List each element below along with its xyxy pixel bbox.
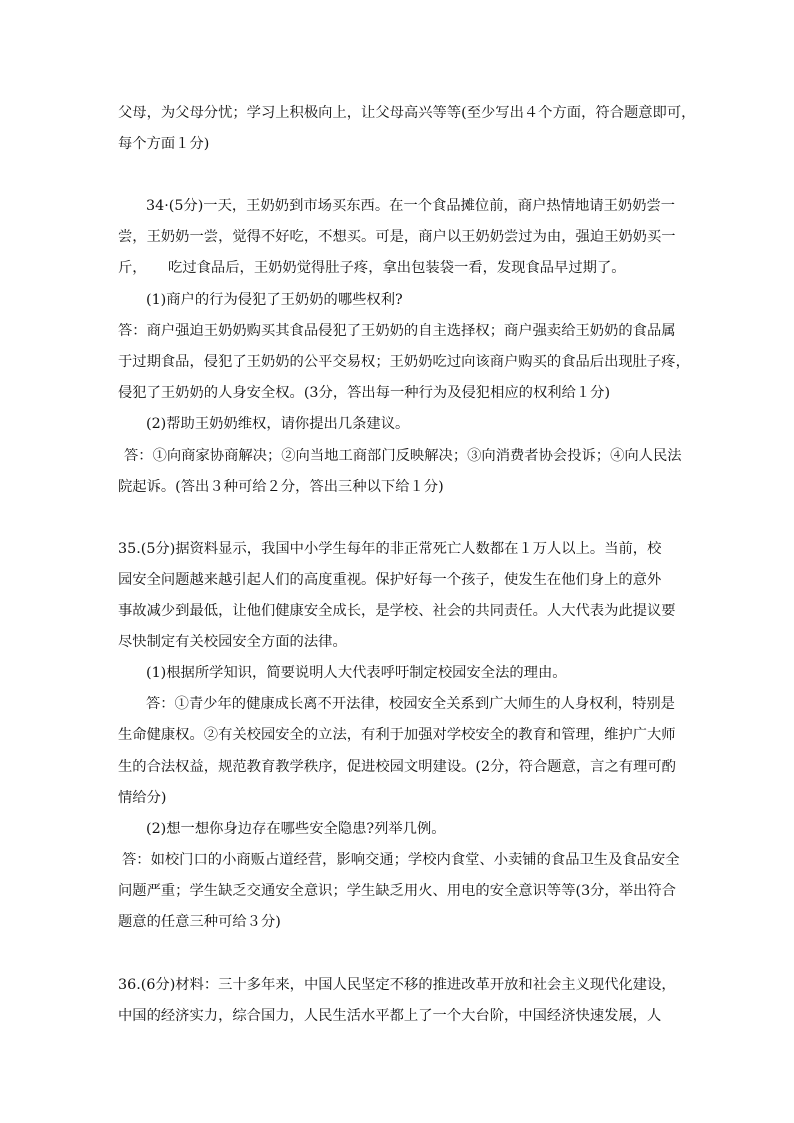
question-34-heading: 34·(5分)一天，王奶奶到市场买东西。在一个食品摊位前，商户热情地请王奶奶尝一 (146, 198, 676, 214)
text-line: 尽快制定有关校园安全方面的法律。 (118, 634, 347, 650)
answer-line: 生命健康权。②有关校园安全的立法，有利于加强对学校安全的教育和管理，维护广大师 (118, 727, 676, 743)
answer-line: 答：商户强迫王奶奶购买其食品侵犯了王奶奶的自主选择权；商户强卖给王奶奶的食品属 (118, 323, 676, 339)
answer-line: 答：如校门口的小商贩占道经营，影响交通；学校内食堂、小卖铺的食品卫生及食品安全 (122, 852, 680, 868)
sub-question: (1)商户的行为侵犯了王奶奶的哪些权利? (146, 292, 403, 308)
answer-line: 答：①青少年的健康成长离不开法律，校园安全关系到广大师生的人身权利，特别是 (146, 696, 675, 712)
answer-line: 侵犯了王奶奶的人身安全权。(3分，答出每一种行为及侵犯相应的权利给１分) (118, 385, 611, 401)
sub-question: (1)根据所学知识，简要说明人大代表呼吁制定校园安全法的理由。 (146, 665, 567, 681)
text-line: 中国的经济实力，综合国力，人民生活水平都上了一个大台阶，中国经济快速发展，人 (118, 1008, 662, 1024)
sub-question: (2)帮助王奶奶维权，请你提出几条建议。 (146, 416, 410, 432)
answer-line: 情给分) (118, 790, 167, 806)
text-line: 斤， 吃过食品后，王奶奶觉得肚子疼，拿出包装袋一看，发现食品早过期了。 (118, 260, 626, 276)
answer-line: 题意的任意三种可给３分) (118, 914, 281, 930)
text-line: 园安全问题越来越引起人们的高度重视。保护好每一个孩子，使发生在他们身上的意外 (118, 572, 662, 588)
question-36-heading: 36.(6分)材料：三十多年来，中国人民坚定不移的推进改革开放和社会主义现代化建设， (118, 977, 676, 993)
answer-line: 答：①向商家协商解决；②向当地工商部门反映解决；③向消费者协会投诉；④向人民法 (124, 448, 682, 464)
answer-line: 生的合法权益，规范教育教学秩序，促进校园文明建设。(2分，符合题意，言之有理可酌 (118, 759, 676, 775)
text-line: 父母，为父母分忧；学习上积极向上，让父母高兴等等(至少写出４个方面，符合题意即可， (118, 105, 696, 121)
text-line: 每个方面１分) (118, 136, 210, 152)
answer-line: 于过期食品，侵犯了王奶奶的公平交易权；王奶奶吃过向该商户购买的食品后出现肚子疼， (118, 354, 690, 370)
answer-line: 院起诉。(答出３种可给２分，答出三种以下给１分) (118, 479, 444, 495)
text-line: 事故减少到最低，让他们健康安全成长，是学校、社会的共同责任。人大代表为此提议要 (118, 603, 676, 619)
question-35-heading: 35.(5分)据资料显示，我国中小学生每年的非正常死亡人数都在１万人以上。当前，校 (118, 541, 662, 557)
text-line: 尝，王奶奶一尝，觉得不好吃，不想买。可是，商户以王奶奶尝过为由，强迫王奶奶买一 (118, 229, 676, 245)
answer-line: 问题严重；学生缺乏交通安全意识；学生缺乏用火、用电的安全意识等等(3分，举出符合 (118, 883, 676, 899)
sub-question: (2)想一想你身边存在哪些安全隐患?列举几例。 (146, 821, 446, 837)
